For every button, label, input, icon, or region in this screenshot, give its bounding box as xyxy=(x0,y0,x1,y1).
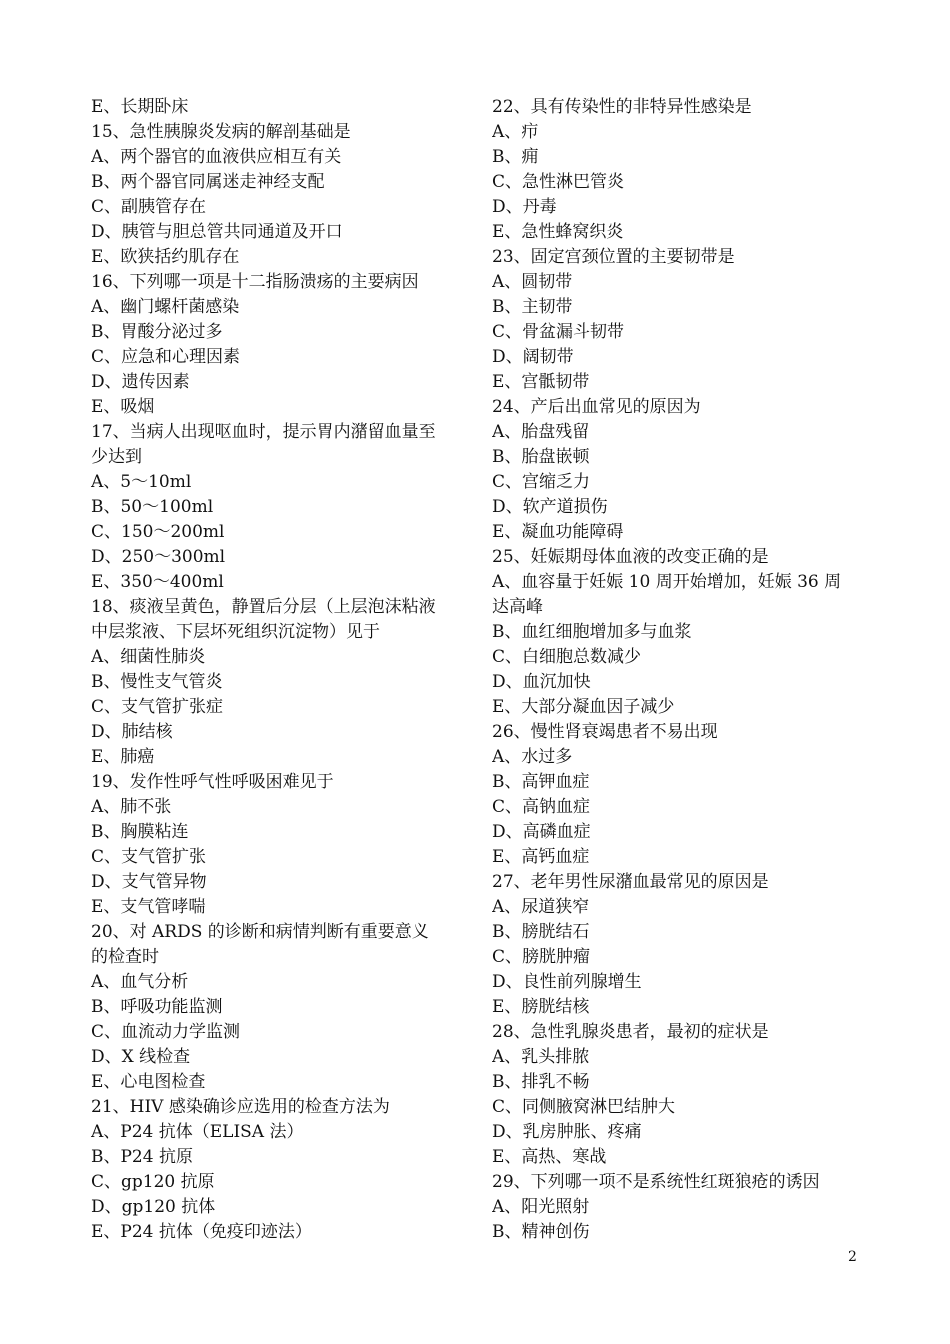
text-line: E、欧狭括约肌存在 xyxy=(91,247,240,267)
text-line: B、痈 xyxy=(492,147,539,167)
text-line: 达高峰 xyxy=(492,597,543,617)
text-line: 25、妊娠期母体血液的改变正确的是 xyxy=(492,547,769,567)
text-line: E、凝血功能障碍 xyxy=(492,522,624,542)
text-line: B、胸膜粘连 xyxy=(91,822,189,842)
text-line: A、5～10ml xyxy=(91,472,192,492)
text-line: B、高钾血症 xyxy=(492,772,590,792)
text-line: 24、产后出血常见的原因为 xyxy=(492,397,701,417)
text-line: B、慢性支气管炎 xyxy=(91,672,223,692)
text-line: E、心电图检查 xyxy=(91,1072,206,1092)
left-column xyxy=(91,95,471,1245)
text-line: 28、急性乳腺炎患者，最初的症状是 xyxy=(492,1022,769,1042)
text-line: E、P24 抗体（免疫印迹法） xyxy=(91,1222,312,1242)
text-line: A、幽门螺杆菌感染 xyxy=(91,297,240,317)
text-line: 19、发作性呼气性呼吸困难见于 xyxy=(91,772,334,792)
text-line: D、丹毒 xyxy=(492,197,557,217)
text-line: E、膀胱结核 xyxy=(492,997,590,1017)
text-line: A、胎盘残留 xyxy=(492,422,590,442)
text-line: A、两个器官的血液供应相互有关 xyxy=(91,147,342,167)
text-line: 16、下列哪一项是十二指肠溃疡的主要病因 xyxy=(91,272,419,292)
text-line: 29、下列哪一项不是系统性红斑狼疮的诱因 xyxy=(492,1172,820,1192)
text-line: B、主韧带 xyxy=(492,297,573,317)
text-line: B、呼吸功能监测 xyxy=(91,997,223,1017)
text-line: 21、HIV 感染确诊应选用的检查方法为 xyxy=(91,1097,390,1117)
text-line: 22、具有传染性的非特异性感染是 xyxy=(492,97,752,117)
text-line: 17、当病人出现呕血时，提示胃内潴留血量至 xyxy=(91,422,436,442)
text-line: E、吸烟 xyxy=(91,397,155,417)
text-line: E、高钙血症 xyxy=(492,847,590,867)
text-line: B、排乳不畅 xyxy=(492,1072,590,1092)
text-line: D、250～300ml xyxy=(91,547,226,567)
text-line: D、良性前列腺增生 xyxy=(492,972,642,992)
text-line: C、急性淋巴管炎 xyxy=(492,172,625,192)
text-line: E、急性蜂窝织炎 xyxy=(492,222,624,242)
text-line: D、X 线检查 xyxy=(91,1047,191,1067)
text-line: C、同侧腋窝淋巴结肿大 xyxy=(492,1097,676,1117)
text-line: 15、急性胰腺炎发病的解剖基础是 xyxy=(91,122,351,142)
text-line: A、肺不张 xyxy=(91,797,172,817)
text-line: A、血容量于妊娠 10 周开始增加，妊娠 36 周 xyxy=(492,572,842,592)
text-line: C、150～200ml xyxy=(91,522,225,542)
text-line: E、宫骶韧带 xyxy=(492,372,590,392)
text-line: E、肺癌 xyxy=(91,747,155,767)
text-line: B、膀胱结石 xyxy=(492,922,590,942)
text-line: D、高磷血症 xyxy=(492,822,591,842)
text-line: C、副胰管存在 xyxy=(91,197,207,217)
text-line: B、胃酸分泌过多 xyxy=(91,322,223,342)
text-line: A、P24 抗体（ELISA 法） xyxy=(91,1122,304,1142)
text-line: B、血红细胞增加多与血浆 xyxy=(492,622,692,642)
text-line: A、阳光照射 xyxy=(492,1197,590,1217)
text-line: D、血沉加快 xyxy=(492,672,591,692)
text-line: C、骨盆漏斗韧带 xyxy=(492,322,625,342)
text-line: C、血流动力学监测 xyxy=(91,1022,241,1042)
text-line: C、应急和心理因素 xyxy=(91,347,241,367)
text-line: B、精神创伤 xyxy=(492,1222,590,1242)
text-line: B、50～100ml xyxy=(91,497,214,517)
text-line: E、支气管哮喘 xyxy=(91,897,206,917)
text-line: E、350～400ml xyxy=(91,572,224,592)
text-line: E、大部分凝血因子减少 xyxy=(492,697,675,717)
text-line: B、P24 抗原 xyxy=(91,1147,193,1167)
text-line: A、乳头排脓 xyxy=(492,1047,590,1067)
text-line: E、高热、寒战 xyxy=(492,1147,607,1167)
text-line: 26、慢性肾衰竭患者不易出现 xyxy=(492,722,718,742)
text-line: A、水过多 xyxy=(492,747,573,767)
text-line: 20、对 ARDS 的诊断和病情判断有重要意义 xyxy=(91,922,429,942)
right-column xyxy=(492,95,872,1245)
text-line: 中层浆液、下层坏死组织沉淀物）见于 xyxy=(91,622,380,642)
text-line: A、圆韧带 xyxy=(492,272,573,292)
text-line: C、膀胱肿瘤 xyxy=(492,947,591,967)
text-line: B、两个器官同属迷走神经支配 xyxy=(91,172,325,192)
text-line: 23、固定宫颈位置的主要韧带是 xyxy=(492,247,735,267)
text-line: A、细菌性肺炎 xyxy=(91,647,206,667)
text-line: C、高钠血症 xyxy=(492,797,591,817)
text-line: E、长期卧床 xyxy=(91,97,189,117)
text-line: 18、痰液呈黄色，静置后分层（上层泡沫粘液 xyxy=(91,597,436,617)
text-line: D、软产道损伤 xyxy=(492,497,608,517)
text-line: C、宫缩乏力 xyxy=(492,472,591,492)
text-line: D、支气管异物 xyxy=(91,872,207,892)
text-line: D、阔韧带 xyxy=(492,347,574,367)
text-line: C、支气管扩张 xyxy=(91,847,207,867)
text-line: B、胎盘嵌顿 xyxy=(492,447,590,467)
text-line: A、血气分析 xyxy=(91,972,189,992)
page-number: 2 xyxy=(848,1249,857,1265)
text-line: 27、老年男性尿潴血最常见的原因是 xyxy=(492,872,769,892)
text-line: D、乳房肿胀、疼痛 xyxy=(492,1122,642,1142)
text-line: A、疖 xyxy=(492,122,539,142)
text-line: C、gp120 抗原 xyxy=(91,1172,215,1192)
text-line: D、肺结核 xyxy=(91,722,173,742)
text-line: A、尿道狭窄 xyxy=(492,897,590,917)
text-line: C、白细胞总数减少 xyxy=(492,647,642,667)
text-line: D、gp120 抗体 xyxy=(91,1197,216,1217)
text-line: 的检查时 xyxy=(91,947,159,967)
text-line: D、胰管与胆总管共同通道及开口 xyxy=(91,222,343,242)
text-line: C、支气管扩张症 xyxy=(91,697,224,717)
text-line: 少达到 xyxy=(91,447,142,467)
text-line: D、遗传因素 xyxy=(91,372,190,392)
